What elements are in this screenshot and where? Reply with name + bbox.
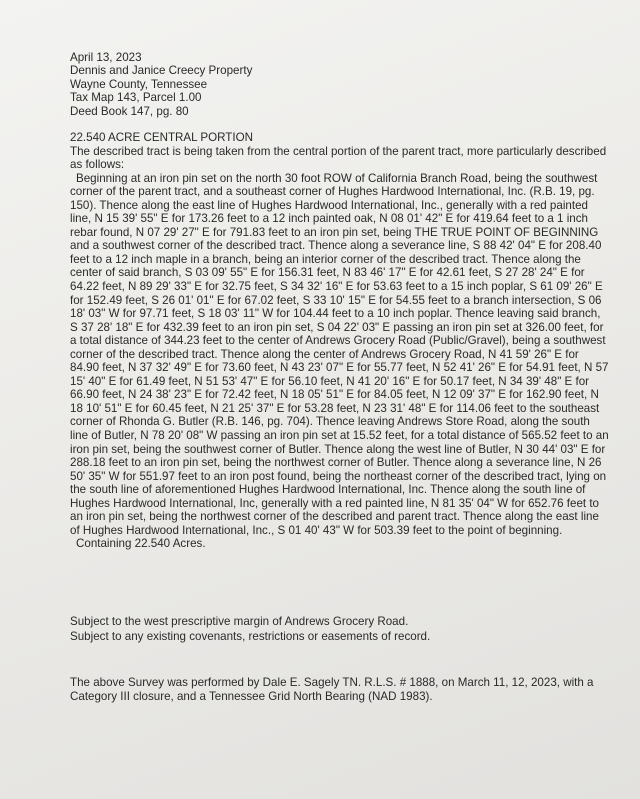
section-title: 22.540 ACRE CENTRAL PORTION <box>70 131 253 144</box>
subject-clause-covenants: Subject to any existing covenants, restrictions or easements of record. <box>70 630 431 643</box>
property-name: Dennis and Janice Creecy Property <box>70 64 253 78</box>
acreage-statement: Containing 22.540 Acres. <box>76 537 206 551</box>
document-header <box>70 51 252 118</box>
section-intro: The described tract is being taken from the central portion of the parent tract, more particularly described as follows: <box>70 144 607 172</box>
legal-description: Beginning at an iron pin set on the north 30 foot ROW of California Branch Road, being the southwest corner of the parent tract, and a southeast corner of Hughes Hardwood International, Inc. (R.B. 19, pg. 150). Thence along the east line of Hughes Hardwood International, Inc., generally with a red painted line, N 15 39' 55" E for 173.26 feet to a 12 inch painted oak, N 08 01' 42" E for 419.64 feet to a 1 inch rebar found, N 07 29' 27" E for 791.83 feet to an iron pin set, being THE TRUE POINT OF BEGINNING and a southwest corner of the described tract. Thence along a severance line, S 88 42' 04" E for 208.40 feet to a 12 inch maple in a branch, being an interior corner of the described tract. Thence along the center of said branch, S 03 09' 55" E for 156.31 feet, N 83 46' 17" E for 42.61 feet, S 27 28' 24" E for 64.22 feet, N 89 29' 33" E for 32.75 feet, S 34 32' 16" E for 53.63 feet to a 15 inch poplar, S 61 09' 26" E for 152.49 feet, S 26 01' 01" E for 67.02 feet, S 33 10' 15" E for 54.55 feet to a branch intersection, S 06 18' 03" W for 97.71 feet, S 18 03' 11" W for 104.44 feet to a 10 inch poplar. Thence leaving said branch, S 37 28' 18" E for 432.39 feet to an iron pin set, S 04 22' 03" E passing an iron pin set at 326.00 feet, for a total distance of 344.23 feet to the center of Andrews Grocery Road (Public/Gravel), being a southwest corner of the described tract. Thence along the center of Andrews Grocery Road, N 41 59' 26" E for 84.90 feet, N 37 32' 49" E for 73.60 feet, N 43 23' 07" E for 55.77 feet, N 52 41' 26" E for 54.91 feet, N 57 15' 40" E for 61.49 feet, N 51 53' 47" E for 56.10 feet, N 41 20' 16" E for 50.17 feet, N 34 39' 48" E for 66.90 feet, N 24 38' 23" E for 72.42 feet, N 18 05' 51" E for 84.05 feet, N 12 09' 37" E for 162.90 feet, N 18 10' 51" E for 60.45 feet, N 21 25' 37" E for 53.28 feet, N 23 31' 48" E for 114.06 feet to the southeast corner of Rhonda G. Butler (R.B. 146, pg. 704). Thence leaving Andrews Store Road, along the south line of Butler, N 78 20' 08" W passing an iron pin set at 15.52 feet, for a total distance of 565.52 feet to an iron pin set, being the southwest corner of Butler. Thence along the west line of Butler, N 30 44' 03" E for 288.18 feet to an iron pin set, being the northwest corner of Butler. Thence along a severance line, N 26 50' 35" W for 551.97 feet to an iron post found, being the northeast corner of the described tract, lying on the south line of aforementioned Hughes Hardwood International, Inc. Thence along the south line of Hughes Hardwood International, Inc, generally with a red painted line, N 81 35' 04" W for 652.76 feet to an iron pin set, being the northwest corner of the described and parent tract. Thence along the east line of Hughes Hardwood International, Inc., S 01 40' 43" W for 503.39 feet to the point of beginning. <box>70 171 609 537</box>
subject-clause-road: Subject to the west prescriptive margin of Andrews Grocery Road. <box>70 615 409 628</box>
county-name: Wayne County, Tennessee <box>70 77 208 91</box>
deed-book: Deed Book 147, pg. 80 <box>70 104 189 118</box>
tax-map: Tax Map 143, Parcel 1.00 <box>70 91 202 105</box>
document-date: April 13, 2023 <box>70 51 142 64</box>
legal-description-section <box>70 131 610 551</box>
survey-statement: The above Survey was performed by Dale E. Sagely TN. R.L.S. # 1888, on March 11, 12, 2023, with a Category III closure, and a Tennessee Grid North Bearing (NAD 1983). <box>70 676 594 703</box>
subject-clauses <box>70 614 430 644</box>
